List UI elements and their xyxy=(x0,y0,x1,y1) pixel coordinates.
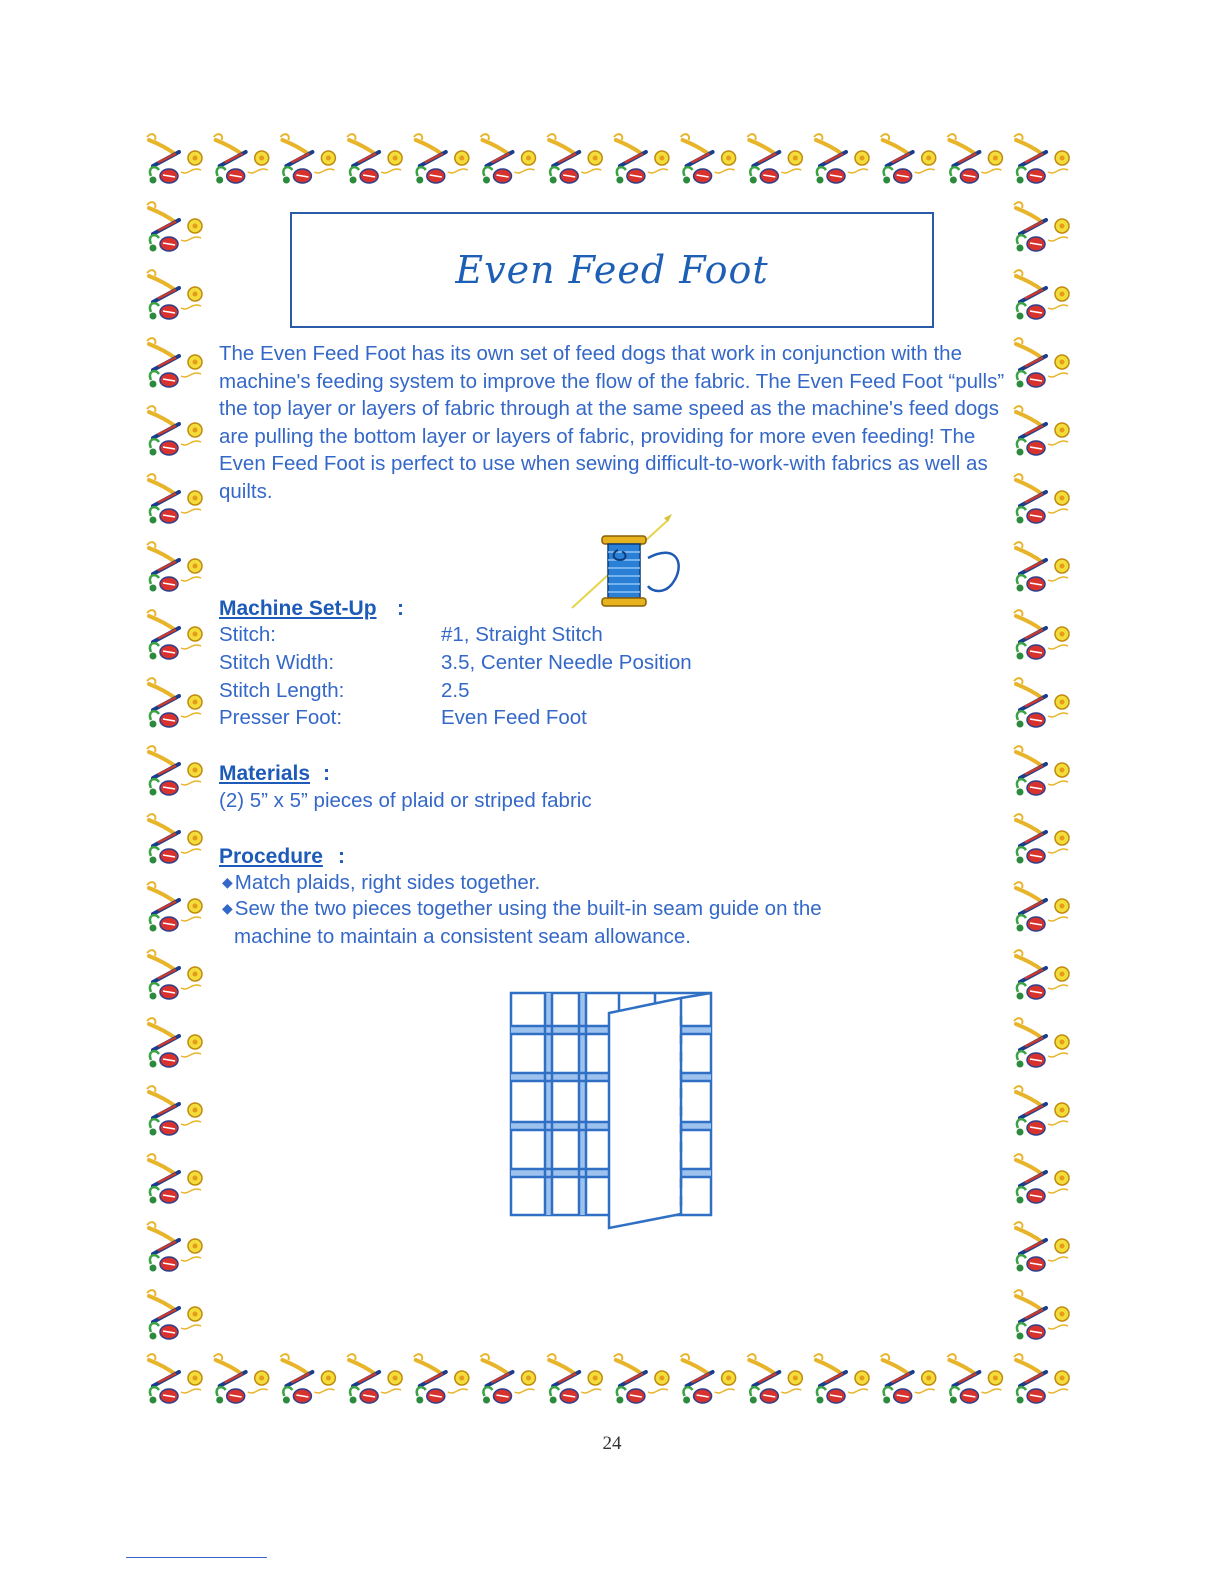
sewing-motif-icon xyxy=(147,1154,202,1203)
sewing-motif-icon xyxy=(1014,1018,1069,1067)
sewing-motif-icon xyxy=(881,134,936,183)
sewing-motif-icon xyxy=(147,1086,202,1135)
sewing-motif-icon xyxy=(1014,678,1069,727)
sewing-motif-icon xyxy=(747,134,802,183)
sewing-motif-icon xyxy=(747,1354,802,1403)
sewing-motif-icon xyxy=(347,134,402,183)
setup-label: Stitch Width: xyxy=(219,651,335,674)
sewing-motif-icon xyxy=(147,746,202,795)
sewing-motif-icon xyxy=(147,1222,202,1271)
sewing-motif-icon xyxy=(1014,746,1069,795)
sewing-motif-icon xyxy=(881,1354,936,1403)
sewing-motif-icon xyxy=(147,1354,202,1403)
sewing-motif-icon xyxy=(1014,882,1069,931)
setup-value: Even Feed Foot xyxy=(441,706,587,729)
bullet-icon: ◆ xyxy=(222,874,233,890)
sewing-motif-icon xyxy=(147,134,202,183)
thread-spool-needle-icon xyxy=(568,512,694,612)
sewing-motif-icon xyxy=(947,134,1002,183)
materials-item: (2) 5” x 5” pieces of plaid or striped fabric xyxy=(219,789,592,812)
sewing-motif-icon xyxy=(681,134,736,183)
setup-label: Stitch: xyxy=(219,623,276,646)
sewing-motif-icon xyxy=(1014,950,1069,999)
sewing-motif-icon xyxy=(1014,1290,1069,1339)
sewing-motif-icon xyxy=(147,814,202,863)
sewing-motif-icon xyxy=(147,882,202,931)
sewing-motif-icon xyxy=(1014,814,1069,863)
sewing-motif-icon xyxy=(147,1018,202,1067)
procedure-step xyxy=(222,871,540,895)
sewing-motif-icon xyxy=(814,1354,869,1403)
sewing-motif-icon xyxy=(414,1354,469,1403)
setup-value: 3.5, Center Needle Position xyxy=(441,651,692,674)
sewing-motif-icon xyxy=(1014,270,1069,319)
setup-label: Presser Foot: xyxy=(219,706,343,729)
sewing-motif-icon xyxy=(214,1354,269,1403)
setup-value: #1, Straight Stitch xyxy=(441,623,603,646)
sewing-motif-icon xyxy=(1014,338,1069,387)
sewing-motif-icon xyxy=(547,1354,602,1403)
sewing-motif-icon xyxy=(1014,1354,1069,1403)
sewing-motif-icon xyxy=(481,134,536,183)
sewing-motif-icon xyxy=(1014,474,1069,523)
machine-setup-heading: Machine Set-Up xyxy=(219,597,377,620)
footer-rule xyxy=(126,1557,267,1558)
sewing-motif-icon xyxy=(614,134,669,183)
sewing-motif-icon xyxy=(1014,1222,1069,1271)
machine-setup-colon: : xyxy=(397,597,404,620)
sewing-motif-icon xyxy=(547,134,602,183)
sewing-motif-icon xyxy=(1014,610,1069,659)
sewing-motif-icon xyxy=(147,406,202,455)
sewing-motif-icon xyxy=(280,1354,335,1403)
materials-heading: Materials xyxy=(219,762,311,785)
setup-label: Stitch Length: xyxy=(219,679,345,702)
sewing-motif-icon xyxy=(947,1354,1002,1403)
sewing-motif-icon xyxy=(681,1354,736,1403)
sewing-motif-icon xyxy=(147,678,202,727)
sewing-motif-icon xyxy=(414,134,469,183)
procedure-step-text: Sew the two pieces together using the built-in seam guide on the xyxy=(234,897,822,920)
sewing-motif-icon xyxy=(147,610,202,659)
procedure-heading: Procedure xyxy=(219,845,323,868)
sewing-motif-icon xyxy=(280,134,335,183)
page-title: Even Feed Foot xyxy=(455,248,769,292)
sewing-motif-icon xyxy=(1014,542,1069,591)
sewing-motif-icon xyxy=(347,1354,402,1403)
procedure-colon: : xyxy=(338,845,345,868)
bullet-icon: ◆ xyxy=(222,900,233,916)
procedure-step-continuation: machine to maintain a consistent seam allowance. xyxy=(234,925,691,948)
plaid-fabric-seam-diagram xyxy=(505,988,720,1234)
sewing-motif-icon xyxy=(147,1290,202,1339)
sewing-motif-icon xyxy=(814,134,869,183)
sewing-motif-icon xyxy=(614,1354,669,1403)
sewing-motif-icon xyxy=(147,950,202,999)
sewing-motif-icon xyxy=(147,202,202,251)
setup-value: 2.5 xyxy=(441,679,470,702)
materials-colon: : xyxy=(323,762,330,785)
sewing-motif-icon xyxy=(147,270,202,319)
procedure-step xyxy=(222,897,822,921)
sewing-motif-icon xyxy=(1014,134,1069,183)
sewing-motif-icon xyxy=(214,134,269,183)
page-number: 24 xyxy=(602,1433,622,1454)
title-box xyxy=(290,212,934,328)
sewing-motif-icon xyxy=(147,474,202,523)
sewing-motif-icon xyxy=(481,1354,536,1403)
sewing-motif-icon xyxy=(1014,1154,1069,1203)
sewing-motif-icon xyxy=(147,338,202,387)
procedure-step-text: Match plaids, right sides together. xyxy=(234,871,541,894)
intro-paragraph: The Even Feed Foot has its own set of feed dogs that work in conjunction with the machine's feeding system to improve the flow of the fabric. The Even Feed Foot “pulls” the top layer or layers of fabric through at the same speed as the machine's feed dogs are pulling the bottom layer or layers of fabric, providing for more even feeding! The Even Feed Foot is perfect to use when sewing difficult-to-work-with fabrics as well as quilts. xyxy=(219,342,1005,503)
sewing-motif-icon xyxy=(1014,1086,1069,1135)
sewing-motif-icon xyxy=(147,542,202,591)
sewing-motif-icon xyxy=(1014,406,1069,455)
sewing-motif-icon xyxy=(1014,202,1069,251)
